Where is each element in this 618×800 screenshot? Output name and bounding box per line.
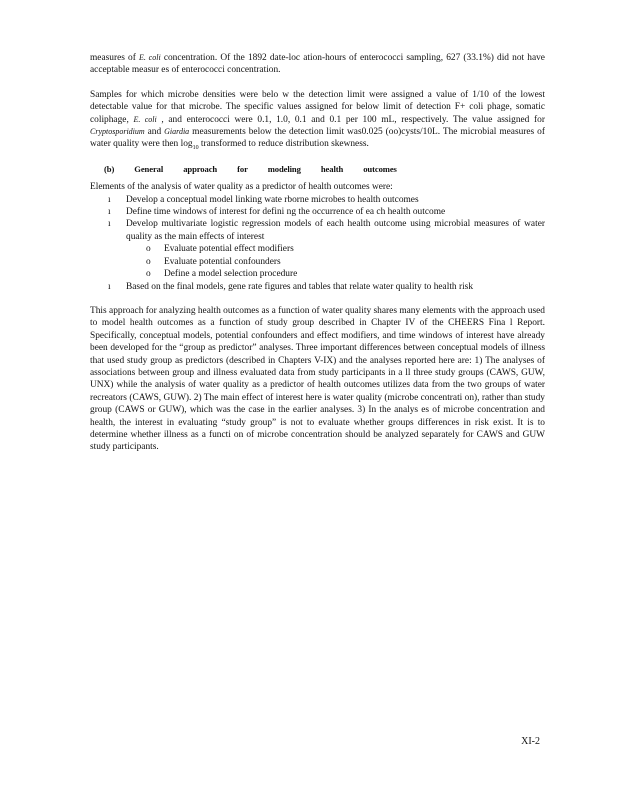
document-page: [90, 52, 545, 454]
page-number: XI-2: [521, 736, 540, 747]
list-item: ı Define time windows of interest for defini ng the occurrence of ea ch health outcome: [108, 207, 446, 218]
section-heading: (b) General approach for modeling health outcomes: [104, 163, 397, 174]
bullet-icon: ı: [108, 219, 111, 230]
section-intro: Elements of the analysis of water quality as a predictor of health outcomes were:: [90, 182, 393, 193]
list-item: ı Develop a conceptual model linking wate rborne microbes to health outcomes: [108, 194, 419, 205]
circle-bullet-icon: o: [146, 244, 151, 255]
circle-bullet-icon: o: [146, 256, 151, 267]
bullet-icon: ı: [108, 281, 111, 292]
log-subscript: 10: [192, 145, 199, 152]
sub-list: [126, 243, 545, 280]
paragraph-enterococci-sampling: measures of E. coli concentration. Of the 1892 date-loc ation-hours of enterococci sampling, 627 (33.1%) did not have acceptable measur es of enterococci concentration.: [90, 53, 545, 76]
bullet-icon: ı: [108, 207, 111, 218]
paragraph-approach: This approach for analyzing health outcomes as a function of water quality shares many elements with the approach used to model health outcomes as a function of study group described in Chapter IV of the CHEERS Fina l Report. Specifically, conceptual models, potential confounders and effect modifiers, and time windows of interest have already been developed for the “group as predictor” analyses. Three important differences between conceptual models of illness that used study group as predictors (described in Chapters V-IX) and the analyses reported here are: 1) The analyses of associations between group and illness evaluated data from study participants in a ll three study groups (CAWS, GUW, UNX) while the analysis of water quality as a predictor of health outcomes utilizes data from the two groups of water recreators (CAWS, GUW). 2) The main effect of interest here is water quality (microbe concentrati on), rather than study group (CAWS or GUW), which was the case in the earlier analyses. 3) In the analys es of microbe concentration and health, the interest in evaluating “study group” is not to evaluate whether groups differences in risk exist. It is to determine whether illness as a functi on of microbe concentration should be analyzed separately for CAWS and GUW study participants.: [90, 305, 545, 453]
sub-list-item: o Define a model selection procedure: [146, 269, 298, 280]
list-item: ı Based on the final models, gene rate figures and tables that relate water quality to health risk: [108, 281, 474, 292]
elements-list: [90, 194, 545, 293]
list-item: ı Develop multivariate logistic regression models of each health outcome using microbial measures of water quality as the main effects of interest o Evaluate potential effect modifiers o Evaluate potential confounders o Define a model selection procedure: [108, 219, 545, 280]
circle-bullet-icon: o: [146, 269, 151, 280]
ecoli-italic: E. coli: [138, 53, 161, 62]
sub-list-item: o Evaluate potential effect modifiers: [146, 244, 294, 255]
ecoli-italic: E. coli: [133, 114, 157, 124]
bullet-icon: ı: [108, 194, 111, 205]
paragraph-detection-limit: Samples for which microbe densities were belo w the detection limit were assigned a value of 1/10 of the lowest detectable value for that microbe. The specific values assigned for below limit of detection F+ coli phage, somatic coliphage, E. coli , and enterococci were 0.1, 1.0, 0.1 and 0.1 per 100 mL, respectively. The value assigned for Cryptosporidium and Giardia measurements below the detection limit was0.025 (oo)cysts/10L. The microbial measures of water quality were then $\log_{10}$ transformed to reduce distribution skewness.: [90, 89, 545, 152]
cryptosporidium-italic: Cryptosporidium: [90, 127, 145, 137]
giardia-italic: Giardia: [164, 127, 190, 137]
sub-list-item: o Evaluate potential confounders: [146, 256, 281, 267]
